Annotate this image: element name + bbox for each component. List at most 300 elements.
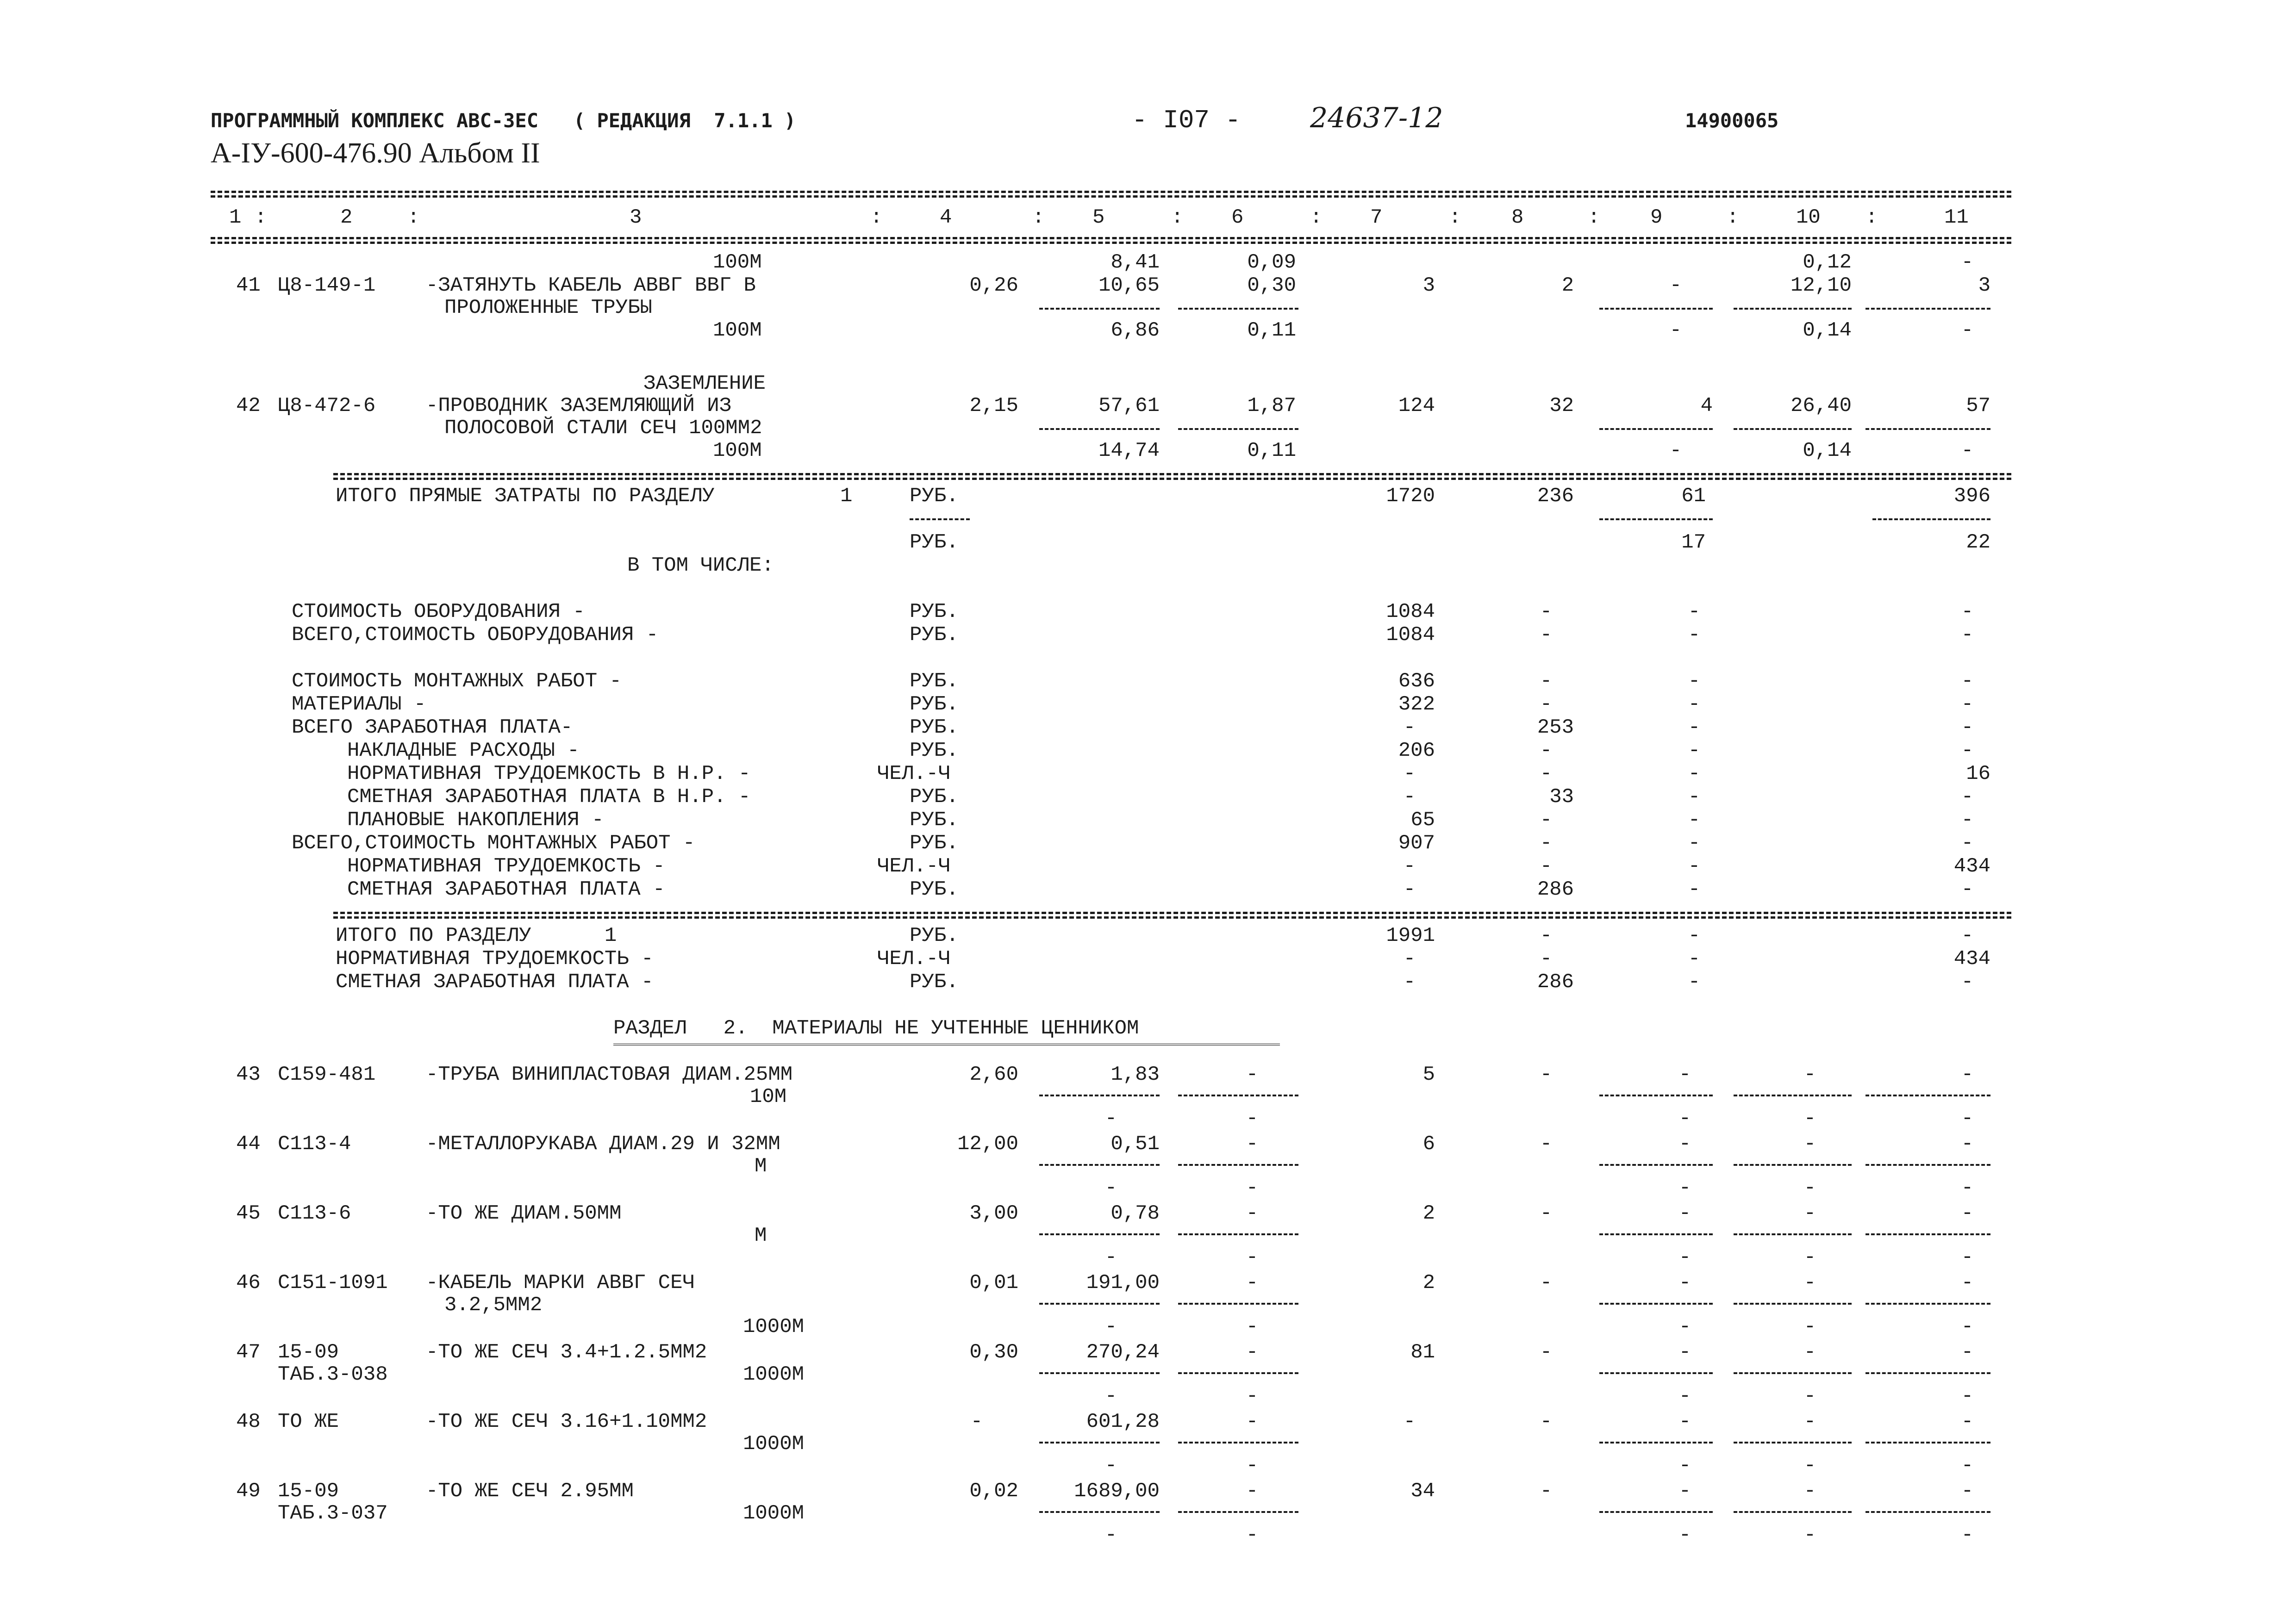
cell-col6: - xyxy=(1246,1063,1259,1086)
cell-col6: - xyxy=(1246,1341,1259,1364)
dash-mark: - xyxy=(1961,1454,1974,1477)
cell-col9: - xyxy=(1678,1480,1691,1503)
cell-col10: 26,40 xyxy=(1790,394,1852,417)
unit-label: РУБ. xyxy=(910,832,959,855)
column-number-1: 1 xyxy=(229,206,242,229)
summary-label: НОРМАТИВНАЯ ТРУДОЕМКОСТЬ В Н.Р. - xyxy=(347,762,751,785)
cell-col6: 0,11 xyxy=(1247,319,1296,342)
cell-col8: - xyxy=(1540,1063,1553,1086)
row-number: 41 xyxy=(236,274,261,297)
dash-mark: - xyxy=(1678,1107,1691,1130)
cell-col7: - xyxy=(1403,1410,1416,1433)
cell-col11: - xyxy=(1961,1202,1974,1225)
cell-col8: - xyxy=(1540,1202,1553,1225)
cell-col8: - xyxy=(1540,623,1553,647)
subtotal-rule xyxy=(1178,1372,1298,1374)
cell-col9: - xyxy=(1688,739,1701,762)
cell-col11: - xyxy=(1961,251,1974,274)
unit-label: ЧЕЛ.-Ч xyxy=(877,855,951,878)
unit-label: РУБ. xyxy=(910,739,959,762)
cell-col8: - xyxy=(1540,739,1553,762)
row-description: -ЗАТЯНУТЬ КАБЕЛЬ АВВГ ВВГ В xyxy=(426,274,756,297)
subtotal-rule xyxy=(1734,1095,1852,1096)
dash-mark: - xyxy=(1678,1176,1691,1200)
cell-col9: - xyxy=(1688,924,1701,947)
cell-col11: 57 xyxy=(1966,394,1990,417)
row-description: -ТО ЖЕ ДИАМ.50ММ xyxy=(426,1202,622,1225)
cell-col11: - xyxy=(1961,600,1974,623)
cell-col11: 3 xyxy=(1978,274,1990,297)
unit-label: РУБ. xyxy=(910,531,959,554)
subtotal-rule xyxy=(1599,1303,1713,1305)
dash-mark: - xyxy=(1678,1524,1691,1547)
row-number: 49 xyxy=(236,1480,261,1503)
cell-col5: 57,61 xyxy=(1098,394,1160,417)
row-code: 15-09 xyxy=(278,1341,339,1364)
cell-col11: - xyxy=(1961,971,1974,994)
cell-col5: 6,86 xyxy=(1111,319,1160,342)
cell-col10: - xyxy=(1803,1271,1816,1294)
header-rule-bottom xyxy=(211,237,2011,239)
cell-col10: - xyxy=(1803,1063,1816,1086)
cell-col9: - xyxy=(1678,1202,1691,1225)
subtotal-rule xyxy=(1599,1372,1713,1374)
subtotal-rule xyxy=(1734,1372,1852,1374)
cell-col7: - xyxy=(1403,878,1416,901)
cell-col5: 1689,00 xyxy=(1074,1480,1160,1503)
row-number: 46 xyxy=(236,1271,261,1294)
row-code-2: ТАБ.3-038 xyxy=(278,1363,388,1386)
cell-col6: 0,11 xyxy=(1247,439,1296,462)
cell-col4: - xyxy=(970,1410,983,1433)
cell-col10: - xyxy=(1803,1132,1816,1156)
cell-col11: - xyxy=(1961,693,1974,716)
cell-col5: 0,51 xyxy=(1111,1132,1160,1156)
cell-col8: - xyxy=(1540,670,1553,693)
unit-label: РУБ. xyxy=(910,716,959,739)
row-number: 45 xyxy=(236,1202,261,1225)
header-rule-top xyxy=(211,191,2011,193)
section-2-underline xyxy=(613,1044,1280,1045)
cell-col7: 636 xyxy=(1398,670,1435,693)
cell-col9: - xyxy=(1678,1063,1691,1086)
cell-col8: 286 xyxy=(1537,971,1574,994)
cell-col9: - xyxy=(1669,439,1682,462)
subtotal-rule xyxy=(1866,1164,1990,1166)
row-description: -ТО ЖЕ СЕЧ 2.95ММ xyxy=(426,1480,634,1503)
cell-col11: - xyxy=(1961,1132,1974,1156)
dash-mark: - xyxy=(1803,1107,1816,1130)
subtotal-rule xyxy=(1872,518,1990,520)
cell-col11: 434 xyxy=(1953,947,1990,971)
cell-col7: 81 xyxy=(1410,1341,1435,1364)
subtotal-rule xyxy=(1178,1303,1298,1305)
row-code: С159-481 xyxy=(278,1063,376,1086)
cell-col9: - xyxy=(1688,785,1701,809)
cell-col11: - xyxy=(1961,623,1974,647)
cell-col11: - xyxy=(1961,1271,1974,1294)
dash-mark: - xyxy=(1803,1385,1816,1408)
section-total-label: СМЕТНАЯ ЗАРАБОТНАЯ ПЛАТА - xyxy=(336,971,654,994)
dash-mark: - xyxy=(1246,1454,1259,1477)
cell-col6: - xyxy=(1246,1202,1259,1225)
unit-label: РУБ. xyxy=(910,623,959,647)
subtotal-rule xyxy=(1599,1233,1713,1235)
column-number-9: 9 xyxy=(1650,206,1663,229)
cell-col9: - xyxy=(1678,1410,1691,1433)
section-label: ЗАЗЕМЛЕНИЕ xyxy=(643,372,766,395)
subtotal-rule xyxy=(1599,308,1713,310)
cell-col10: - xyxy=(1803,1410,1816,1433)
cell-col11: - xyxy=(1961,319,1974,342)
cell-col11: 16 xyxy=(1966,762,1990,785)
cell-col9: - xyxy=(1688,670,1701,693)
handwritten-number: 24637-12 xyxy=(1310,102,1443,134)
row-number: 48 xyxy=(236,1410,261,1433)
column-number-4: 4 xyxy=(940,206,952,229)
cell-col8: - xyxy=(1540,1132,1553,1156)
cell-col8: - xyxy=(1540,1341,1553,1364)
unit-rule xyxy=(910,518,970,520)
column-number-10: 10 xyxy=(1796,206,1821,229)
subtotal-rule xyxy=(1866,1233,1990,1235)
summary-label: НАКЛАДНЫЕ РАСХОДЫ - xyxy=(347,739,580,762)
cell-col10: 0,14 xyxy=(1803,439,1852,462)
cell-col10: 0,14 xyxy=(1803,319,1852,342)
dash-mark: - xyxy=(1246,1246,1259,1269)
cell-col5: 8,41 xyxy=(1111,251,1160,274)
cell-col9: 61 xyxy=(1681,485,1706,508)
section-rule xyxy=(333,473,2011,475)
document-code: 14900065 xyxy=(1685,109,1779,132)
cell-col7: 1084 xyxy=(1386,600,1435,623)
cell-col11: 396 xyxy=(1953,485,1990,508)
cell-col5: 270,24 xyxy=(1086,1341,1160,1364)
row-number: 43 xyxy=(236,1063,261,1086)
cell-col7: - xyxy=(1403,947,1416,971)
cell-col10: - xyxy=(1803,1341,1816,1364)
cell-col7: 907 xyxy=(1398,832,1435,855)
dash-mark: - xyxy=(1104,1315,1117,1338)
cell-col8: - xyxy=(1540,600,1553,623)
subtotal-rule xyxy=(1178,428,1298,430)
column-separator: : xyxy=(1032,206,1045,229)
cell-col4: 2,15 xyxy=(969,394,1018,417)
subtotal-rule xyxy=(1734,428,1852,430)
cell-col7: 6 xyxy=(1423,1132,1435,1156)
column-number-3: 3 xyxy=(630,206,642,229)
row-description: -КАБЕЛЬ МАРКИ АВВГ СЕЧ xyxy=(426,1271,695,1294)
subtotal-rule xyxy=(1599,1442,1713,1444)
dash-mark: - xyxy=(1961,1315,1974,1338)
row-number: 42 xyxy=(236,394,261,417)
dash-mark: - xyxy=(1104,1524,1117,1547)
row-description: -ТО ЖЕ СЕЧ 3.16+1.10ММ2 xyxy=(426,1410,707,1433)
row-description: -МЕТАЛЛОРУКАВА ДИАМ.29 И 32ММ xyxy=(426,1132,780,1156)
unit-label: 1000М xyxy=(743,1432,805,1456)
cell-col4: 0,01 xyxy=(969,1271,1018,1294)
cell-col11: - xyxy=(1961,1063,1974,1086)
subtotal-rule xyxy=(1039,1511,1160,1513)
unit-label: ЧЕЛ.-Ч xyxy=(877,762,951,785)
subtotal-rule xyxy=(1178,1511,1298,1513)
summary-label: СМЕТНАЯ ЗАРАБОТНАЯ ПЛАТА - xyxy=(347,878,665,901)
cell-col7: 124 xyxy=(1398,394,1435,417)
summary-label: МАТЕРИАЛЫ - xyxy=(292,693,426,716)
cell-col7: - xyxy=(1403,785,1416,809)
column-number-11: 11 xyxy=(1944,206,1969,229)
cell-col4: 12,00 xyxy=(957,1132,1018,1156)
row-number: 47 xyxy=(236,1341,261,1364)
cell-col9: - xyxy=(1688,600,1701,623)
row-description: -ТРУБА ВИНИПЛАСТОВАЯ ДИАМ.25ММ xyxy=(426,1063,793,1086)
row-code: Ц8-149-1 xyxy=(278,274,376,297)
dash-mark: - xyxy=(1961,1524,1974,1547)
cell-col8: - xyxy=(1540,924,1553,947)
cell-col7: 322 xyxy=(1398,693,1435,716)
subtotal-rule xyxy=(1734,1164,1852,1166)
row-code: Ц8-472-6 xyxy=(278,394,376,417)
cell-col6: 1,87 xyxy=(1247,394,1296,417)
cell-col9: - xyxy=(1678,1132,1691,1156)
column-separator: : xyxy=(1449,206,1461,229)
dash-mark: - xyxy=(1961,1176,1974,1200)
dash-mark: - xyxy=(1803,1524,1816,1547)
row-number: 44 xyxy=(236,1132,261,1156)
dash-mark: - xyxy=(1678,1454,1691,1477)
subtotal-rule xyxy=(1039,1095,1160,1096)
subtotal-rule xyxy=(1039,1233,1160,1235)
column-separator: : xyxy=(1310,206,1323,229)
cell-col11: - xyxy=(1961,1341,1974,1364)
column-separator: : xyxy=(255,206,267,229)
cell-col4: 2,60 xyxy=(969,1063,1018,1086)
cell-col10: - xyxy=(1803,1480,1816,1503)
subtotal-rule xyxy=(1599,1164,1713,1166)
cell-col5: 14,74 xyxy=(1098,439,1160,462)
cell-col8: 2 xyxy=(1561,274,1574,297)
cell-col11: - xyxy=(1961,1480,1974,1503)
cell-col8: 32 xyxy=(1549,394,1574,417)
cell-col7: - xyxy=(1403,855,1416,878)
row-description-2: ПРОЛОЖЕННЫЕ ТРУБЫ xyxy=(444,296,652,319)
cell-col6: - xyxy=(1246,1410,1259,1433)
cell-col7: 2 xyxy=(1423,1271,1435,1294)
cell-col11: - xyxy=(1961,670,1974,693)
subtotal-rule xyxy=(1178,1442,1298,1444)
row-description: -ТО ЖЕ СЕЧ 3.4+1.2.5ММ2 xyxy=(426,1341,707,1364)
cell-col11: - xyxy=(1961,878,1974,901)
total-direct-label: ИТОГО ПРЯМЫЕ ЗАТРАТЫ ПО РАЗДЕЛУ xyxy=(336,485,715,508)
cell-col8: - xyxy=(1540,1480,1553,1503)
cell-col9: - xyxy=(1688,855,1701,878)
cell-col9: - xyxy=(1688,762,1701,785)
cell-col9: - xyxy=(1688,809,1701,832)
subtotal-rule xyxy=(1734,1511,1852,1513)
cell-col11: - xyxy=(1961,785,1974,809)
unit-label: РУБ. xyxy=(910,670,959,693)
dash-mark: - xyxy=(1678,1315,1691,1338)
subtotal-rule xyxy=(1734,1233,1852,1235)
cell-col9: - xyxy=(1688,693,1701,716)
subtotal-rule xyxy=(1599,518,1713,520)
cell-col9: - xyxy=(1669,274,1682,297)
cell-col7: - xyxy=(1403,971,1416,994)
cell-col8: - xyxy=(1540,1271,1553,1294)
album-title: А-IУ-600-476.90 Альбом II xyxy=(211,137,540,169)
cell-col9: - xyxy=(1688,947,1701,971)
subtotal-rule xyxy=(1866,1511,1990,1513)
unit-label: РУБ. xyxy=(910,809,959,832)
subtotal-rule xyxy=(1599,1095,1713,1096)
cell-col11: - xyxy=(1961,739,1974,762)
dash-mark: - xyxy=(1678,1246,1691,1269)
dash-mark: - xyxy=(1104,1454,1117,1477)
cell-col8: - xyxy=(1540,832,1553,855)
cell-col7: - xyxy=(1403,716,1416,739)
header-rule-top2 xyxy=(211,195,2011,198)
subtotal-rule xyxy=(1039,428,1160,430)
section-rule xyxy=(333,478,2011,480)
row-code: С113-4 xyxy=(278,1132,351,1156)
subtotal-rule xyxy=(1599,428,1713,430)
section-total-label: НОРМАТИВНАЯ ТРУДОЕМКОСТЬ - xyxy=(336,947,654,971)
cell-col8: - xyxy=(1540,1410,1553,1433)
cell-col7: 65 xyxy=(1410,809,1435,832)
cell-col8: - xyxy=(1540,809,1553,832)
subtotal-rule xyxy=(1039,308,1160,310)
cell-col4: 0,30 xyxy=(969,1341,1018,1364)
subtotal-rule xyxy=(1178,1164,1298,1166)
cell-col11: 434 xyxy=(1953,855,1990,878)
unit-label: РУБ. xyxy=(910,878,959,901)
dash-mark: - xyxy=(1104,1385,1117,1408)
row-code: 15-09 xyxy=(278,1480,339,1503)
dash-mark: - xyxy=(1961,1246,1974,1269)
cell-col10: - xyxy=(1803,1202,1816,1225)
dash-mark: - xyxy=(1246,1176,1259,1200)
subtotal-rule xyxy=(1866,1372,1990,1374)
cell-col8: 236 xyxy=(1537,485,1574,508)
unit-label: 100М xyxy=(713,319,762,342)
cell-col11: 22 xyxy=(1966,531,1990,554)
dash-mark: - xyxy=(1104,1246,1117,1269)
dash-mark: - xyxy=(1246,1385,1259,1408)
column-separator: : xyxy=(1171,206,1184,229)
column-separator: : xyxy=(1727,206,1739,229)
cell-col7: 1991 xyxy=(1386,924,1435,947)
cell-col11: - xyxy=(1961,924,1974,947)
unit-label: М xyxy=(755,1224,767,1247)
cell-col8: - xyxy=(1540,947,1553,971)
unit-label: РУБ. xyxy=(910,693,959,716)
subtotal-rule xyxy=(1866,1095,1990,1096)
cell-col5: 10,65 xyxy=(1098,274,1160,297)
cell-col4: 3,00 xyxy=(969,1202,1018,1225)
subtotal-rule xyxy=(1039,1303,1160,1305)
cell-col11: - xyxy=(1961,439,1974,462)
dash-mark: - xyxy=(1104,1176,1117,1200)
subtotal-rule xyxy=(1866,428,1990,430)
cell-col10: 0,12 xyxy=(1803,251,1852,274)
subtotal-rule xyxy=(1866,1442,1990,1444)
row-code: С151-1091 xyxy=(278,1271,388,1294)
cell-col7: 34 xyxy=(1410,1480,1435,1503)
cell-col9: 17 xyxy=(1681,531,1706,554)
cell-col5: 601,28 xyxy=(1086,1410,1160,1433)
unit-label: 10М xyxy=(750,1085,787,1108)
cell-col5: 1,83 xyxy=(1111,1063,1160,1086)
cell-col8: 33 xyxy=(1549,785,1574,809)
dash-mark: - xyxy=(1803,1246,1816,1269)
subtotal-rule xyxy=(1178,1233,1298,1235)
unit-label: РУБ. xyxy=(910,971,959,994)
column-separator: : xyxy=(1866,206,1878,229)
dash-mark: - xyxy=(1246,1315,1259,1338)
cell-col9: - xyxy=(1688,716,1701,739)
subtotal-rule xyxy=(1039,1372,1160,1374)
cell-col7: 2 xyxy=(1423,1202,1435,1225)
cell-col7: 3 xyxy=(1423,274,1435,297)
subtotal-rule xyxy=(1178,1095,1298,1096)
subtotal-rule xyxy=(1599,1511,1713,1513)
cell-col8: - xyxy=(1540,762,1553,785)
dash-mark: - xyxy=(1104,1107,1117,1130)
unit-label: РУБ. xyxy=(910,924,959,947)
subtotal-rule xyxy=(1866,308,1990,310)
cell-col5: 0,78 xyxy=(1111,1202,1160,1225)
column-number-7: 7 xyxy=(1370,206,1383,229)
row-description: -ПРОВОДНИК ЗАЗЕМЛЯЮЩИЙ ИЗ xyxy=(426,394,732,417)
cell-col9: - xyxy=(1669,319,1682,342)
row-description-2: 3.2,5ММ2 xyxy=(444,1294,543,1317)
section-rule xyxy=(333,916,2011,919)
cell-col9: - xyxy=(1688,832,1701,855)
dash-mark: - xyxy=(1803,1315,1816,1338)
subtotal-rule xyxy=(1734,1303,1852,1305)
cell-col9: - xyxy=(1688,971,1701,994)
dash-mark: - xyxy=(1961,1107,1974,1130)
page-number: - I07 - xyxy=(1132,106,1241,135)
cell-col7: 5 xyxy=(1423,1063,1435,1086)
cell-col8: - xyxy=(1540,855,1553,878)
dash-mark: - xyxy=(1803,1454,1816,1477)
cell-col6: - xyxy=(1246,1132,1259,1156)
section-rule xyxy=(333,912,2011,914)
cell-col9: 4 xyxy=(1700,394,1713,417)
unit-label: 100М xyxy=(713,439,762,462)
cell-col9: - xyxy=(1678,1341,1691,1364)
cell-col7: - xyxy=(1403,762,1416,785)
subtotal-rule xyxy=(1866,1303,1990,1305)
cell-col5: 191,00 xyxy=(1086,1271,1160,1294)
unit-label: М xyxy=(755,1155,767,1178)
summary-label: ВСЕГО ЗАРАБОТНАЯ ПЛАТА- xyxy=(292,716,573,739)
cell-col4: 0,26 xyxy=(969,274,1018,297)
subtotal-rule xyxy=(1039,1442,1160,1444)
cell-col10: 12,10 xyxy=(1790,274,1852,297)
cell-col11: - xyxy=(1961,809,1974,832)
section-2-title: РАЗДЕЛ 2. МАТЕРИАЛЫ НЕ УЧТЕННЫЕ ЦЕННИКОМ xyxy=(613,1017,1139,1040)
summary-label: ПЛАНОВЫЕ НАКОПЛЕНИЯ - xyxy=(347,809,604,832)
column-number-2: 2 xyxy=(340,206,353,229)
header-rule-bottom2 xyxy=(211,242,2011,244)
cell-col9: - xyxy=(1688,623,1701,647)
unit-label: 100М xyxy=(713,251,762,274)
column-separator: : xyxy=(407,206,420,229)
dash-mark: - xyxy=(1246,1524,1259,1547)
column-separator: : xyxy=(870,206,883,229)
